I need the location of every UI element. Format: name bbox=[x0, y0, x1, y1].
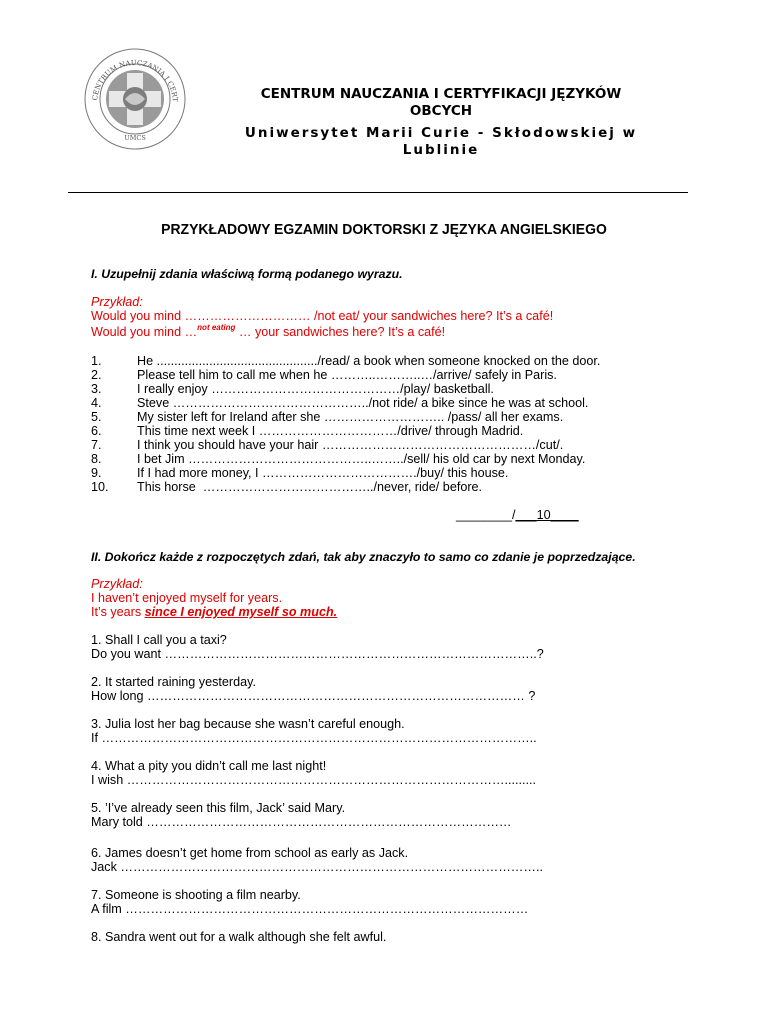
question-text: 8. Sandra went out for a walk although she felt awful. bbox=[91, 930, 387, 944]
item-text: I think you should have your hair ……………………………………………/cut/. bbox=[137, 438, 564, 452]
item-number: 10. bbox=[91, 480, 109, 494]
section1-heading: I. Uzupełnij zdania właściwą formą podanego wyrazu. bbox=[91, 267, 403, 281]
answer-line: Mary told …………………………………………………………………………… bbox=[91, 815, 512, 829]
university-name-line1: Uniwersytet Marii Curie - Skłodowskiej w bbox=[244, 125, 638, 141]
item-text: This time next week I ……………………………/drive/ through Madrid. bbox=[137, 424, 524, 438]
answer-line: Jack ……………………………………………………………………………………….. bbox=[91, 860, 543, 874]
section2-example-line2 bbox=[91, 605, 337, 619]
item-number: 5. bbox=[91, 410, 102, 424]
item-number: 7. bbox=[91, 438, 102, 452]
example-line2-start: Would you mind … bbox=[91, 325, 198, 339]
item-number: 8. bbox=[91, 452, 102, 466]
university-name-line2: Lublinie bbox=[402, 142, 480, 158]
example-line2-end: … your sandwiches here? It’s a café! bbox=[235, 325, 446, 339]
item-text: I really enjoy ………………………………………/play/ basketball. bbox=[137, 382, 494, 396]
item-text: My sister left for Ireland after she ……………………….. /pass/ all her exams. bbox=[137, 410, 564, 424]
question-text: 5. ’I’ve already seen this film, Jack’ said Mary. bbox=[91, 801, 346, 815]
answer-line: How long ……………………………………………………………………………… ? bbox=[91, 689, 536, 703]
answer-line: If ………………………………………………………………………………………….. bbox=[91, 731, 537, 745]
item-number: 2. bbox=[91, 368, 102, 382]
item-text: If I had more money, I ………………………………./buy/ this house. bbox=[137, 466, 509, 480]
question-text: 3. Julia lost her bag because she wasn’t careful enough. bbox=[91, 717, 405, 731]
item-number: 4. bbox=[91, 396, 102, 410]
question-text: 7. Someone is shooting a film nearby. bbox=[91, 888, 301, 902]
item-text: Please tell him to call me when he ………..………..…/arrive/ safely in Paris. bbox=[137, 368, 557, 382]
exam-title: PRZYKŁADOWY EGZAMIN DOKTORSKI Z JĘZYKA ANGIELSKIEGO bbox=[161, 221, 607, 238]
answer-line: I wish ………………………………………………………………………………......... bbox=[91, 773, 536, 787]
section2-example-label: Przykład: bbox=[91, 577, 143, 591]
question-text: 4. What a pity you didn’t call me last night! bbox=[91, 759, 327, 773]
section1-example-line1: Would you mind ………………………… /not eat/ your sandwiches here? It’s a café! bbox=[91, 309, 554, 323]
section1-score bbox=[456, 508, 579, 522]
score-blank: ________/ bbox=[456, 508, 516, 522]
item-number: 3. bbox=[91, 382, 102, 396]
example2-answer: since I enjoyed myself so much. bbox=[144, 605, 338, 619]
item-number: 6. bbox=[91, 424, 102, 438]
item-number: 9. bbox=[91, 466, 102, 480]
institution-name-line1: CENTRUM NAUCZANIA I CERTYFIKACJI JĘZYKÓW bbox=[260, 86, 622, 102]
section2-example-line1: I haven’t enjoyed myself for years. bbox=[91, 591, 283, 605]
header-divider bbox=[68, 192, 688, 193]
section1-example-line2 bbox=[91, 325, 445, 339]
answer-line: Do you want ……………………………………………………………………………..? bbox=[91, 647, 544, 661]
question-text: 6. James doesn’t get home from school as early as Jack. bbox=[91, 846, 409, 860]
item-text: I bet Jim ……………………………………..……../sell/ his old car by next Monday. bbox=[137, 452, 586, 466]
institution-name-line2: OBCYCH bbox=[409, 103, 473, 119]
score-total: ___10____ bbox=[515, 508, 579, 522]
item-number: 1. bbox=[91, 354, 102, 368]
example-answer: not eating bbox=[197, 323, 236, 332]
section2-heading: II. Dokończ każde z rozpoczętych zdań, tak aby znaczyło to samo co zdanie je poprzedzające. bbox=[91, 550, 636, 564]
item-text: This horse …………………………………../never, ride/ before. bbox=[137, 480, 483, 494]
question-text: 2. It started raining yesterday. bbox=[91, 675, 256, 689]
seal-ring-text: CENTRUM NAUCZANIA I CERT bbox=[91, 58, 180, 103]
seal-bottom-text: UMCS bbox=[124, 134, 146, 142]
umcs-seal-logo bbox=[83, 47, 187, 151]
section1-example-label: Przykład: bbox=[91, 295, 143, 309]
item-text: He ............................................../read/ a book when someone knocked on the door. bbox=[137, 354, 601, 368]
example2-line2-start: It’s years bbox=[91, 605, 145, 619]
question-text: 1. Shall I call you a taxi? bbox=[91, 633, 227, 647]
item-text: Steve ………………………………………../not ride/ a bike since he was at school. bbox=[137, 396, 589, 410]
answer-line: A film …………………………………………………………………………………… bbox=[91, 902, 529, 916]
